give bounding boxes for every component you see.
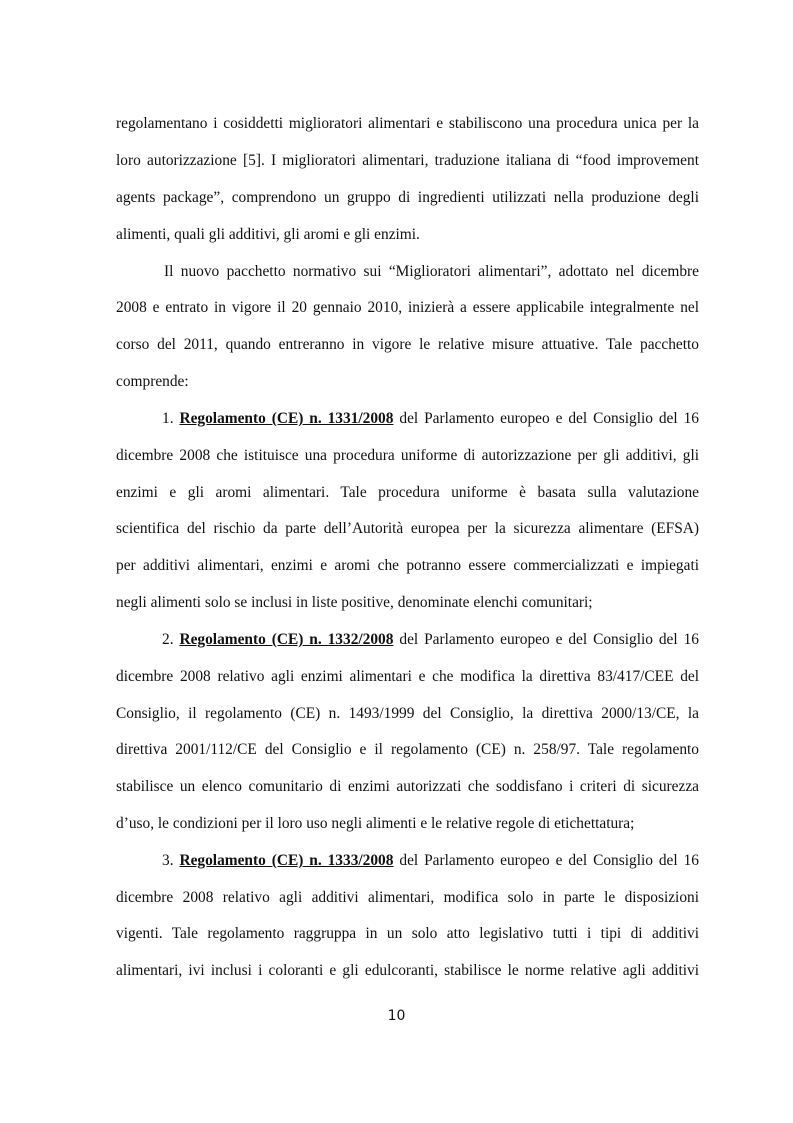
text-line: dicembre 2008 relativo agli additivi alimentari, modifica solo in parte le disposizioni <box>116 889 699 906</box>
text-fragment: del Parlamento europeo e del Consiglio del 16 <box>399 631 699 648</box>
text-line: agents package”, comprendono un gruppo di ingredienti utilizzati nella produzione degli <box>116 189 699 206</box>
list-item-number: 3. <box>162 852 174 869</box>
text-line: loro autorizzazione [5]. I miglioratori alimentari, traduzione italiana di “food improvement <box>116 152 699 169</box>
text-line: d’uso, le condizioni per il loro uso negli alimenti e le relative regole di etichettatura; <box>116 815 635 832</box>
list-item-2-heading <box>162 630 699 650</box>
text-line: Il nuovo pacchetto normativo sui “Miglioratori alimentari”, adottato nel dicembre <box>164 263 699 280</box>
text-line: dicembre 2008 che istituisce una procedura uniforme di autorizzazione per gli additivi, gli <box>116 447 699 464</box>
list-item-1-heading <box>162 409 699 429</box>
page-number: 10 <box>387 1008 406 1024</box>
text-line: dicembre 2008 relativo agli enzimi alimentari e che modifica la direttiva 83/417/CEE del <box>116 668 699 685</box>
text-fragment: del Parlamento europeo e del Consiglio del 16 <box>399 410 699 427</box>
text-line: regolamentano i cosiddetti miglioratori alimentari e stabiliscono una procedura unica per la <box>116 115 699 132</box>
text-line: alimenti, quali gli additivi, gli aromi e gli enzimi. <box>116 226 420 243</box>
regulation-link: Regolamento (CE) n. 1333/2008 <box>179 852 394 869</box>
text-line: stabilisce un elenco comunitario di enzimi autorizzati che soddisfano i criteri di sicurezza <box>116 778 699 795</box>
regulation-link: Regolamento (CE) n. 1331/2008 <box>179 410 394 427</box>
text-line: Consiglio, il regolamento (CE) n. 1493/1999 del Consiglio, la direttiva 2000/13/CE, la <box>116 705 699 722</box>
text-line: 2008 e entrato in vigore il 20 gennaio 2010, inizierà a essere applicabile integralmente nel <box>116 299 699 316</box>
text-line: enzimi e gli aromi alimentari. Tale procedura uniforme è basata sulla valutazione <box>116 484 699 501</box>
regulation-link: Regolamento (CE) n. 1332/2008 <box>179 631 394 648</box>
text-line: per additivi alimentari, enzimi e aromi che potranno essere commercializzati e impiegati <box>116 557 699 574</box>
list-item-number: 1. <box>162 410 174 427</box>
list-item-number: 2. <box>162 631 174 648</box>
text-line: comprende: <box>116 373 189 390</box>
text-line: vigenti. Tale regolamento raggruppa in un solo atto legislativo tutti i tipi di additivi <box>116 925 699 942</box>
text-line: direttiva 2001/112/CE del Consiglio e il regolamento (CE) n. 258/97. Tale regolamento <box>116 741 699 758</box>
text-line: alimentari, ivi inclusi i coloranti e gli edulcoranti, stabilisce le norme relative agli additivi <box>116 962 699 979</box>
text-line: scientifica del rischio da parte dell’Autorità europea per la sicurezza alimentare (EFSA) <box>116 520 699 537</box>
text-line: negli alimenti solo se inclusi in liste positive, denominate elenchi comunitari; <box>116 594 593 611</box>
list-item-3-heading <box>162 851 699 871</box>
text-line: corso del 2011, quando entreranno in vigore le relative misure attuative. Tale pacchetto <box>116 336 699 353</box>
text-fragment: del Parlamento europeo e del Consiglio del 16 <box>399 852 699 869</box>
